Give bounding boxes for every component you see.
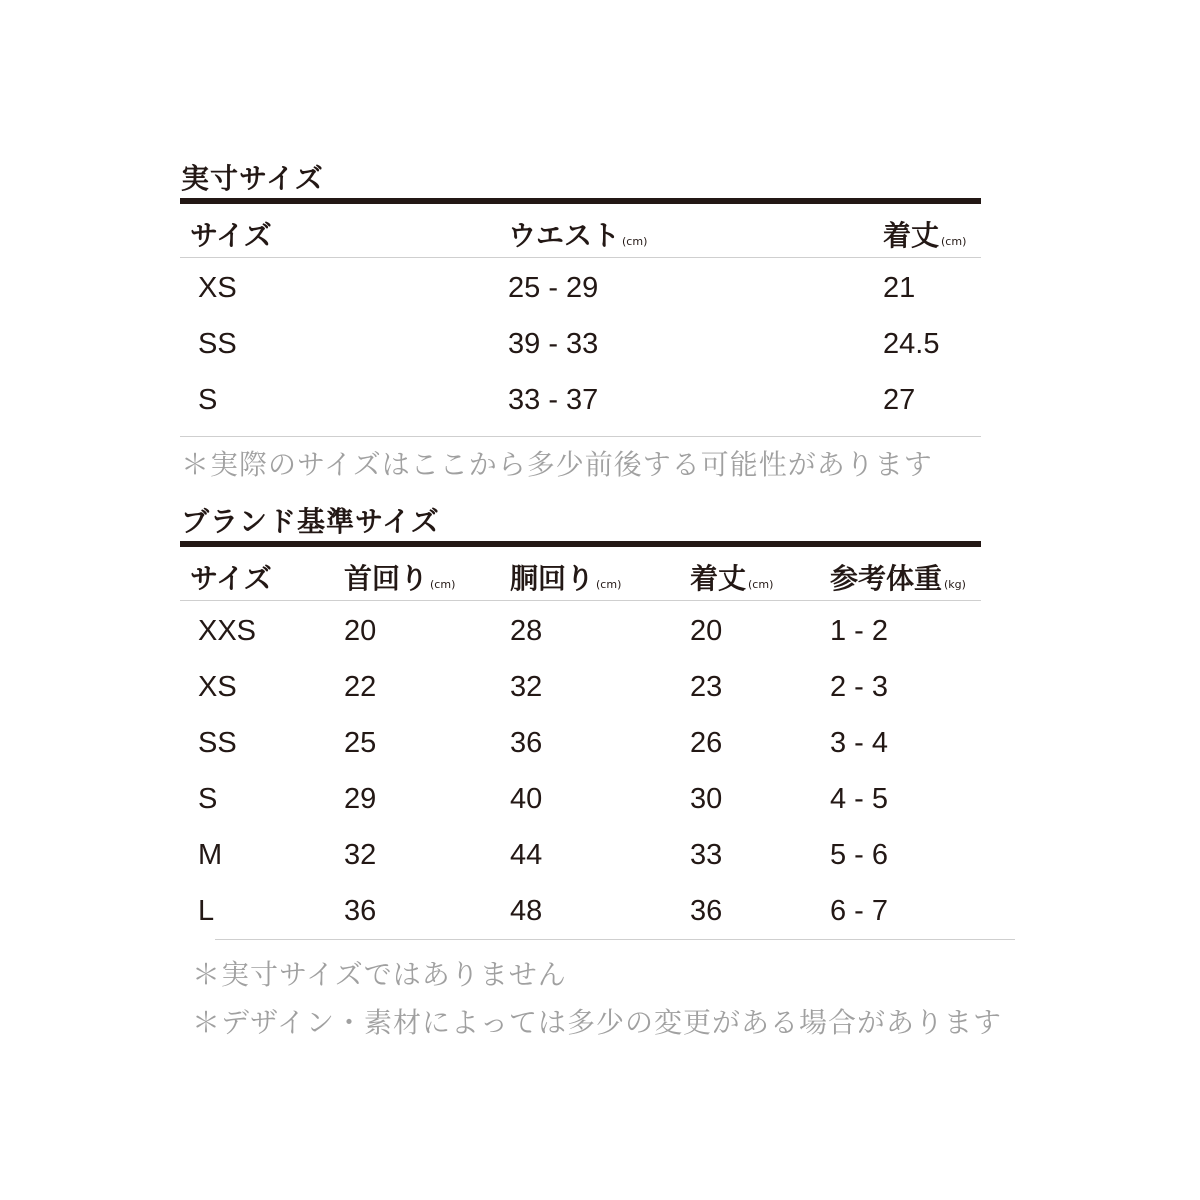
brand-weight-cell: 4 - 5 bbox=[830, 783, 889, 815]
brand-weight-cell: 6 - 7 bbox=[830, 895, 889, 927]
brand-header-chest: 胴回り (cm) bbox=[510, 562, 622, 595]
actual-note: ＊実際のサイズはここから多少前後する可能性があります bbox=[181, 448, 933, 481]
actual-length-cell: 24.5 bbox=[883, 328, 940, 360]
actual-size-cell: S bbox=[198, 384, 218, 416]
brand-length-cell: 30 bbox=[690, 783, 723, 815]
actual-header-waist: ウエスト (cm) bbox=[508, 219, 648, 252]
brand-header-weight: 参考体重 (kg) bbox=[830, 562, 966, 595]
brand-size-title: ブランド基準サイズ bbox=[181, 505, 440, 538]
unit-label: (cm) bbox=[622, 235, 648, 248]
brand-size-cell: XS bbox=[198, 671, 237, 703]
actual-header-size: サイズ bbox=[190, 219, 272, 252]
actual-size-cell: SS bbox=[198, 328, 237, 360]
brand-chest-cell: 44 bbox=[510, 839, 543, 871]
actual-waist-cell: 33 - 37 bbox=[508, 384, 599, 416]
brand-chest-cell: 32 bbox=[510, 671, 543, 703]
actual-length-cell: 21 bbox=[883, 272, 916, 304]
brand-chest-cell: 36 bbox=[510, 727, 543, 759]
unit-label: (cm) bbox=[596, 578, 622, 591]
brand-length-cell: 23 bbox=[690, 671, 723, 703]
unit-label: (cm) bbox=[430, 578, 456, 591]
brand-neck-cell: 29 bbox=[344, 783, 377, 815]
unit-label: (cm) bbox=[941, 235, 967, 248]
brand-size-cell: SS bbox=[198, 727, 237, 759]
brand-length-cell: 26 bbox=[690, 727, 723, 759]
actual-size-title: 実寸サイズ bbox=[181, 162, 324, 195]
brand-note-1: ＊実寸サイズではありません bbox=[192, 958, 567, 991]
brand-note-2: ＊デザイン・素材によっては多少の変更がある場合があります bbox=[192, 1006, 1003, 1039]
actual-waist-cell: 25 - 29 bbox=[508, 272, 599, 304]
brand-length-cell: 36 bbox=[690, 895, 723, 927]
actual-header-length: 着丈 (cm) bbox=[883, 219, 967, 252]
unit-label: (kg) bbox=[944, 578, 966, 591]
actual-waist-cell: 39 - 33 bbox=[508, 328, 599, 360]
brand-neck-cell: 36 bbox=[344, 895, 377, 927]
actual-size-cell: XS bbox=[198, 272, 237, 304]
brand-length-cell: 20 bbox=[690, 615, 723, 647]
brand-neck-cell: 20 bbox=[344, 615, 377, 647]
brand-weight-cell: 2 - 3 bbox=[830, 671, 889, 703]
brand-size-cell: L bbox=[198, 895, 215, 927]
brand-header-neck: 首回り (cm) bbox=[344, 562, 456, 595]
brand-header-divider bbox=[180, 600, 981, 601]
actual-header-divider bbox=[180, 257, 981, 258]
brand-size-cell: XXS bbox=[198, 615, 257, 647]
brand-header-size: サイズ bbox=[190, 562, 272, 595]
brand-weight-cell: 1 - 2 bbox=[830, 615, 889, 647]
actual-length-cell: 27 bbox=[883, 384, 916, 416]
actual-top-rule bbox=[180, 198, 981, 204]
brand-size-cell: S bbox=[198, 783, 218, 815]
brand-chest-cell: 40 bbox=[510, 783, 543, 815]
brand-chest-cell: 28 bbox=[510, 615, 543, 647]
unit-label: (cm) bbox=[748, 578, 774, 591]
brand-size-cell: M bbox=[198, 839, 223, 871]
brand-length-cell: 33 bbox=[690, 839, 723, 871]
brand-weight-cell: 3 - 4 bbox=[830, 727, 889, 759]
brand-bottom-divider bbox=[215, 939, 1015, 940]
brand-neck-cell: 22 bbox=[344, 671, 377, 703]
brand-neck-cell: 25 bbox=[344, 727, 377, 759]
actual-bottom-divider bbox=[180, 436, 981, 437]
brand-chest-cell: 48 bbox=[510, 895, 543, 927]
brand-neck-cell: 32 bbox=[344, 839, 377, 871]
brand-weight-cell: 5 - 6 bbox=[830, 839, 889, 871]
brand-top-rule bbox=[180, 541, 981, 547]
brand-header-length: 着丈 (cm) bbox=[690, 562, 774, 595]
